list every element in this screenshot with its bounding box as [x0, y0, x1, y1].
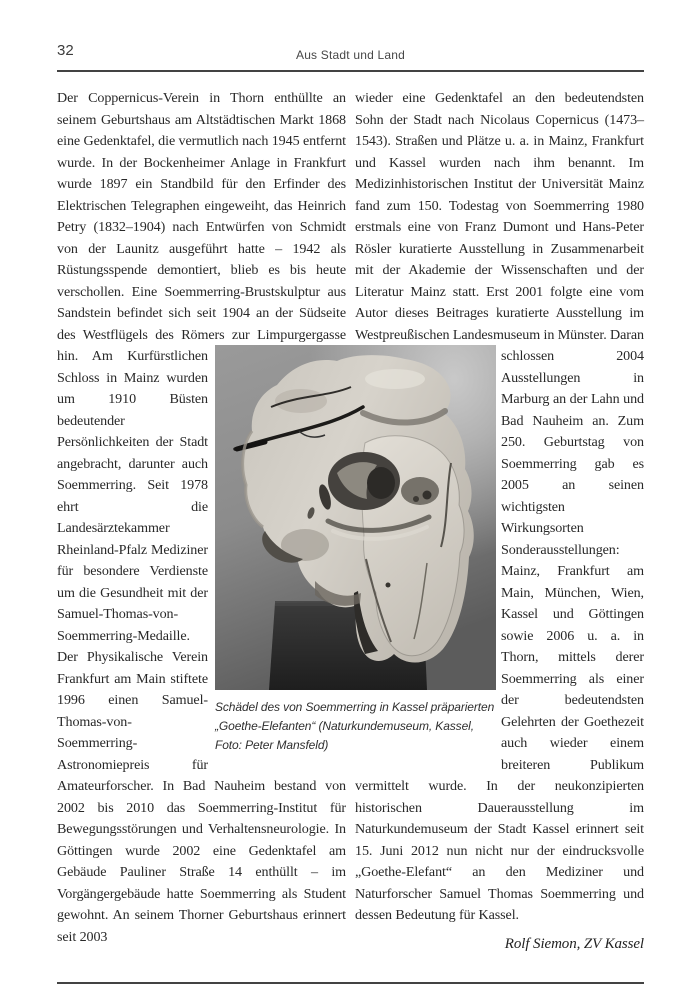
article-byline: Rolf Siemon, ZV Kassel [504, 935, 644, 952]
footer-rule [57, 982, 644, 984]
article-text-right: wieder eine Gedenktafel an den bedeutendsten Sohn der Stadt nach Nicolaus Copernicus (1473–1543). Straßen und Plätze u. a. in Mainz, Frankfurt und Kassel wurden nach ihm benannt. Im Medizinhistorischen Institut der Universität Mainz fand zum 150. Todestag von Soemmerring 1980 erstmals eine von Franz Dumont und Hans-Peter Rösler kuratierte Ausstellung in Zusammenarbeit mit der Akademie der Wissenschaften und der Literatur Mainz statt. Erst 2001 folgte eine vom Autor dieses Beitrages kuratierte Ausstellung im Westpreußischen Landesmuseum in Münster. Daran schlossen 2004 Ausstellungen in Marburg an der Lahn und Bad Nauheim an. Zum 250. Geburtstag von Soemmerring gab es 2005 an seinen wichtigsten Wirkungsorten Sonderausstellungen: Mainz, Frankfurt am Main, München, Wien, Kassel und Göttingen sowie 2006 u. a. in Thorn, mittels derer Soemmerring als einer der bedeutendsten Gelehrten der Goethezeit auch wieder einem breiteren Publikum vermittelt wurde. In der neukonzipierten historischen Dauerausstellung im Naturkundemuseum der Stadt Kassel erinnert seit 15. Juni 2012 nun nicht nur der eindrucksvolle „Goethe-Elefant“ an den Mediziner und Naturforscher Samuel Thomas Soemmerring und dessen Bedeutung für Kassel. [355, 90, 644, 923]
article-text-left: Der Coppernicus-Verein in Thorn enthüllte an seinem Geburtshaus am Altstädtischen Markt 1868 eine Gedenktafel, die vermutlich nach 1945 entfernt wurde. In der Bockenheimer Anlage in Frankfurt wurde 1897 ein Standbild für den Erfinder des Elektrischen Telegraphen eingeweiht, das Heinrich Petry (1832–1904) nach Entwürfen von Schmidt von der Launitz ausgeführt hatte – 1942 als Rüstungsspende demontiert, blieb es bis heute verschollen. Eine Soemmerring-Brustskulptur aus Sandstein befindet sich seit 1904 an der Südseite des Westflügels des Römers zur Limpurgergasse hin. Am Kurfürstlichen Schloss in Mainz wurden um 1910 Büsten bedeutender Persönlichkeiten der Stadt angebracht, darunter auch Soemmerring. Seit 1978 ehrt die Landesärztekammer Rheinland-Pfalz Mediziner für besondere Verdienste um die Gesundheit mit der Samuel-Thomas-von-Soemmerring-Medaille. Der Physikalische Verein Frankfurt am Main stiftete 1996 einen Samuel-Thomas-von-Soemmerring-Astronomiepreis für Amateurforscher. In Bad Nauheim bestand von 2002 bis 2010 das Soemmerring-Institut für Bewegungsstörungen und Verhaltensneurologie. In Göttingen wurde 2002 eine Gedenktafel am Gebäude Pauliner Straße 14 enthüllt – im Vorgängergebäude hatte Soemmerring als Student gewohnt. An seinem Thorner Geburtshaus erinnert seit 2003 [57, 90, 346, 945]
page-number: 32 [57, 42, 74, 59]
elephant-skull-photo [215, 345, 496, 690]
figure-photo [215, 345, 496, 690]
figure-caption: Schädel des von Soemmerring in Kassel präparierten „Goethe-Elefanten“ (Naturkundemuseum, Kassel, Foto: Peter Mansfeld) [215, 700, 495, 752]
section-title: Aus Stadt und Land [295, 48, 406, 62]
header-rule [57, 70, 644, 72]
